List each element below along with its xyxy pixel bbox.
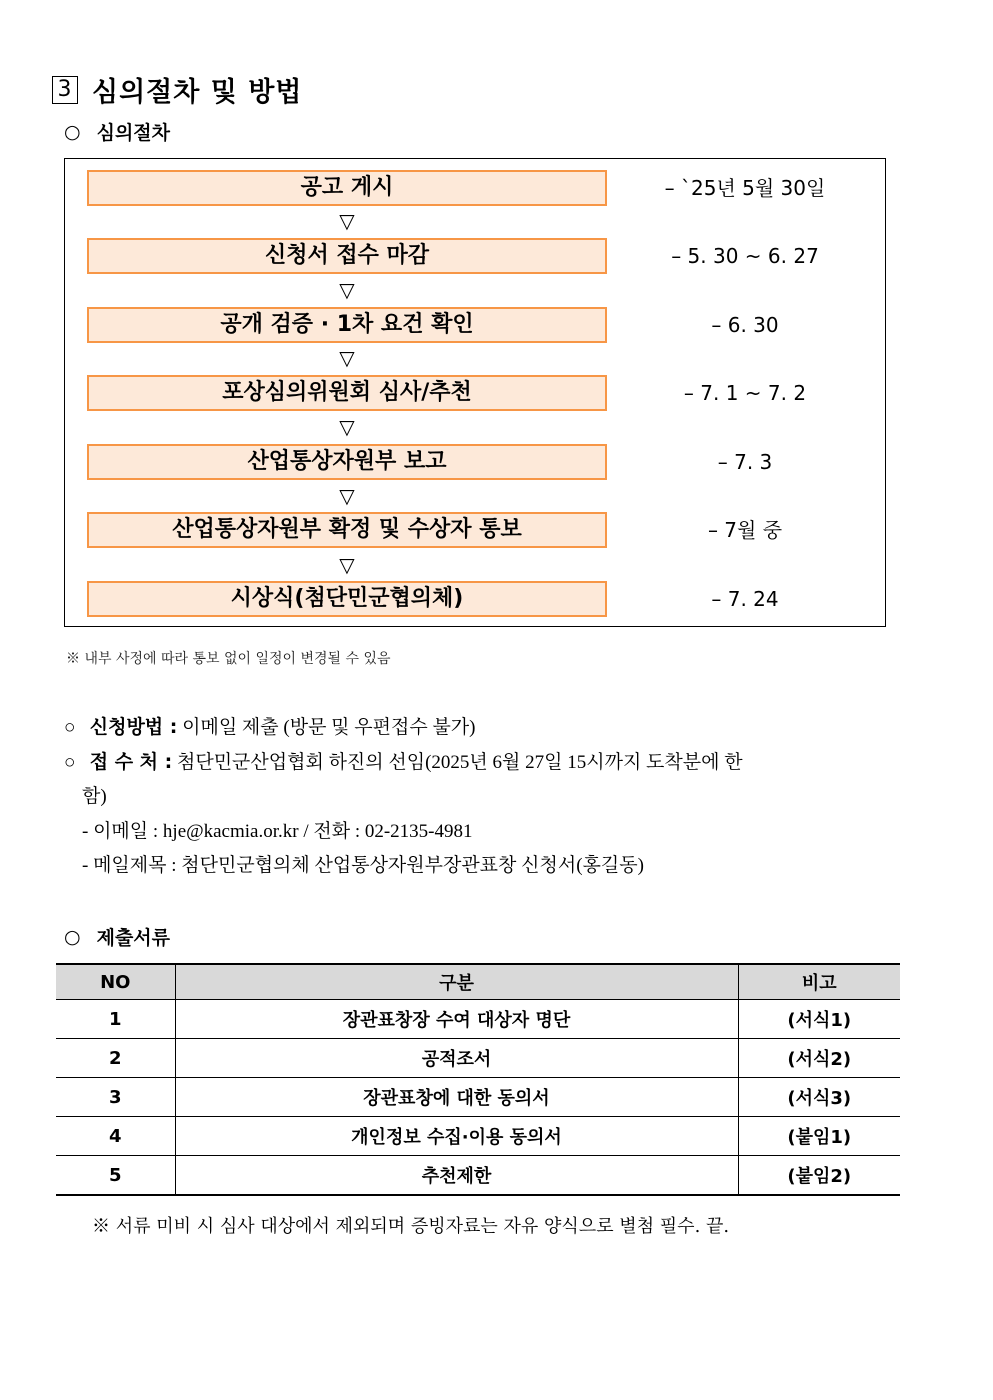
procedure-flowchart [64, 158, 886, 627]
cell-remark: (서식2) [738, 1039, 900, 1078]
flow-step-date: – `25년 5월 30일 [664, 176, 826, 200]
documents-footnote: ※ 서류 미비 시 심사 대상에서 제외되며 증빙자료는 자유 양식으로 별첨 필수. 끝. [92, 1216, 730, 1237]
procedure-heading-text: 심의절차 [96, 122, 171, 144]
cell-remark: (서식3) [738, 1078, 900, 1117]
receiver-value: 첨단민군산업협회 하진의 선임(2025년 6월 27일 15시까지 도착분에 한 [177, 752, 743, 773]
down-arrow-icon: ▽ [339, 553, 355, 577]
flow-step: 시상식(첨단민군협의체) [87, 581, 607, 617]
flow-step: 신청서 접수 마감 [87, 238, 607, 274]
documents-heading-text: 제출서류 [96, 927, 171, 949]
procedure-heading [64, 118, 170, 145]
bullet-icon: ○ [64, 120, 81, 143]
cell-category: 장관표창에 대한 동의서 [175, 1078, 738, 1117]
cell-no: 4 [56, 1117, 175, 1156]
down-arrow-icon: ▽ [339, 278, 355, 302]
down-arrow-icon: ▽ [339, 484, 355, 508]
method-value: 이메일 제출 (방문 및 우편접수 불가) [182, 717, 476, 738]
column-header-remark: 비고 [738, 964, 900, 1000]
flow-step: 산업통상자원부 보고 [87, 444, 607, 480]
table-row [56, 1078, 900, 1117]
cell-remark: (붙임2) [738, 1156, 900, 1196]
bullet-icon: ○ [64, 717, 76, 738]
schedule-change-note: ※ 내부 사정에 따라 통보 없이 일정이 변경될 수 있음 [66, 651, 391, 667]
mail-subject-info: - 메일제목 : 첨단민군협의체 산업통상자원부장관표창 신청서(홍길동) [82, 855, 644, 876]
table-row [56, 1039, 900, 1078]
column-header-category: 구분 [175, 964, 738, 1000]
flow-step: 공개 검증 · 1차 요건 확인 [87, 307, 607, 343]
documents-heading [64, 923, 170, 950]
application-method [64, 713, 476, 742]
table-row [56, 1156, 900, 1196]
bullet-icon: ○ [64, 925, 81, 948]
down-arrow-icon: ▽ [339, 346, 355, 370]
flow-step-date: – 7월 중 [707, 518, 783, 542]
down-arrow-icon: ▽ [339, 415, 355, 439]
cell-category: 공적조서 [175, 1039, 738, 1078]
section-number: 3 [52, 76, 78, 104]
bullet-icon: ○ [64, 752, 76, 773]
receiver-value-continued: 함) [82, 786, 107, 807]
flow-step: 공고 게시 [87, 170, 607, 206]
cell-category: 추천제한 [175, 1156, 738, 1196]
table-row [56, 1117, 900, 1156]
table-row [56, 1000, 900, 1039]
flow-step-date: – 7. 24 [711, 587, 779, 611]
down-arrow-icon: ▽ [339, 209, 355, 233]
flow-step-date: – 5. 30 ~ 6. 27 [671, 244, 819, 268]
contact-info: - 이메일 : hje@kacmia.or.kr / 전화 : 02-2135-4981 [82, 821, 473, 842]
column-header-no: NO [56, 964, 175, 1000]
cell-no: 3 [56, 1078, 175, 1117]
cell-remark: (붙임1) [738, 1117, 900, 1156]
flow-step: 포상심의위원회 심사/추천 [87, 375, 607, 411]
method-label: 신청방법 : [89, 716, 178, 738]
flow-step: 산업통상자원부 확정 및 수상자 통보 [87, 512, 607, 548]
receiver-label: 접 수 처 : [89, 751, 173, 773]
table-header-row [56, 964, 900, 1000]
section-title [52, 70, 302, 109]
flow-step-date: – 7. 1 ~ 7. 2 [683, 381, 807, 405]
flow-step-date: – 7. 3 [717, 450, 773, 474]
cell-category: 장관표창장 수여 대상자 명단 [175, 1000, 738, 1039]
cell-no: 5 [56, 1156, 175, 1196]
application-receiver [64, 748, 743, 777]
cell-remark: (서식1) [738, 1000, 900, 1039]
section-title-text: 심의절차 및 방법 [92, 77, 303, 108]
documents-table [56, 963, 900, 1196]
cell-category: 개인정보 수집·이용 동의서 [175, 1117, 738, 1156]
flow-step-date: – 6. 30 [711, 313, 779, 337]
cell-no: 1 [56, 1000, 175, 1039]
cell-no: 2 [56, 1039, 175, 1078]
